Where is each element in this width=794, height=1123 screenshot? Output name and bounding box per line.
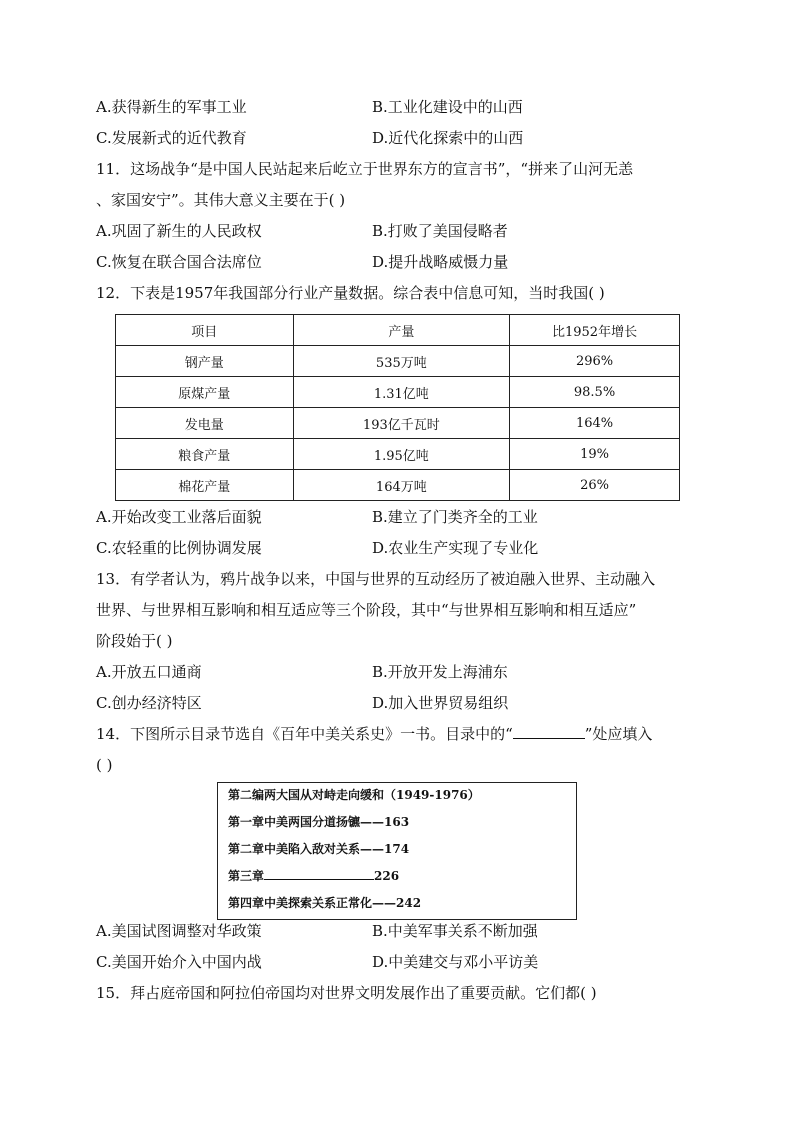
answer-blank: [513, 738, 585, 739]
table-of-contents-box: [217, 782, 577, 920]
q13-stem-line3: 阶段始于( ): [96, 632, 173, 650]
q14-stem-suffix: ”处应填入: [584, 725, 653, 743]
q12-stem: 12．下表是1957年我国部分行业产量数据。综合表中信息可知，当时我国( ): [96, 284, 605, 302]
table-cell: 粮食产量: [116, 439, 294, 470]
q15-stem: 15．拜占庭帝国和阿拉伯帝国均对世界文明发展作出了重要贡献。它们都( ): [96, 984, 597, 1002]
table-cell: 发电量: [116, 408, 294, 439]
table-cell: 原煤产量: [116, 377, 294, 408]
q11-option-a: A.巩固了新生的人民政权: [96, 222, 262, 240]
table-cell: 193亿千瓦时: [293, 408, 509, 439]
q11-option-c: C.恢复在联合国合法席位: [96, 253, 262, 271]
q13-stem-line2: 世界、与世界相互影响和相互适应等三个阶段，其中“与世界相互影响和相互适应”: [96, 601, 637, 619]
table-cell: 19%: [510, 439, 680, 470]
toc-chapter-1: 第一章中美两国分道扬镳——163: [228, 815, 410, 829]
toc-chapter-3-page: 226: [374, 869, 400, 883]
table-header-row: [116, 315, 680, 346]
q14-option-c: C.美国开始介入中国内战: [96, 953, 262, 971]
table-row: [116, 470, 680, 501]
q12-option-c: C.农轻重的比例协调发展: [96, 539, 262, 557]
q10-option-b: B.工业化建设中的山西: [372, 98, 523, 116]
table-cell: 296%: [510, 346, 680, 377]
q14-stem-line2: ( ): [96, 756, 113, 774]
toc-chapter-2: 第二章中美陷入敌对关系——174: [228, 842, 410, 856]
toc-chapter-4: 第四章中美探索关系正常化——242: [228, 896, 422, 910]
table-row: [116, 377, 680, 408]
toc-chapter-3-label: 第三章: [228, 869, 265, 883]
table-cell: 钢产量: [116, 346, 294, 377]
q14-option-b: B.中美军事关系不断加强: [372, 922, 538, 940]
q13-option-a: A.开放五口通商: [96, 663, 202, 681]
q14-option-d: D.中美建交与邓小平访美: [372, 953, 539, 971]
q13-stem-line1: 13．有学者认为，鸦片战争以来，中国与世界的互动经历了被迫融入世界、主动融入: [96, 570, 656, 588]
q10-option-a: A.获得新生的军事工业: [96, 98, 247, 116]
q12-option-a: A.开始改变工业落后面貌: [96, 508, 262, 526]
q12-option-b: B.建立了门类齐全的工业: [372, 508, 538, 526]
q10-option-d: D.近代化探索中的山西: [372, 129, 524, 147]
table-row: [116, 408, 680, 439]
table-cell: 1.95亿吨: [293, 439, 509, 470]
table-header-cell: 项目: [116, 315, 294, 346]
table-row: [116, 346, 680, 377]
toc-chapter-3: [228, 867, 399, 884]
table-cell: 1.31亿吨: [293, 377, 509, 408]
table-cell: 164%: [510, 408, 680, 439]
q11-stem-line1: 11．这场战争“是中国人民站起来后屹立于世界东方的宣言书”，“拼来了山河无恙: [96, 160, 634, 178]
q14-option-a: A.美国试图调整对华政策: [96, 922, 262, 940]
q11-option-d: D.提升战略威慑力量: [372, 253, 509, 271]
q13-option-b: B.开放开发上海浦东: [372, 663, 508, 681]
table-header-cell: 产量: [293, 315, 509, 346]
q14-stem-prefix: 14．下图所示目录节选自《百年中美关系史》一书。目录中的“: [96, 725, 513, 743]
table-cell: 535万吨: [293, 346, 509, 377]
q13-option-c: C.创办经济特区: [96, 694, 202, 712]
table-cell: 棉花产量: [116, 470, 294, 501]
table-cell: 164万吨: [293, 470, 509, 501]
table-cell: 26%: [510, 470, 680, 501]
q11-option-b: B.打败了美国侵略者: [372, 222, 508, 240]
q14-stem-line1: [96, 724, 652, 744]
toc-chapter-3-blank: [264, 879, 374, 880]
q10-option-c: C.发展新式的近代教育: [96, 129, 247, 147]
table-cell: 98.5%: [510, 377, 680, 408]
q13-option-d: D.加入世界贸易组织: [372, 694, 509, 712]
table-row: [116, 439, 680, 470]
production-table: [115, 314, 680, 501]
toc-part-title: 第二编两大国从对峙走向缓和（1949-1976）: [228, 788, 480, 802]
table-header-cell: 比1952年增长: [510, 315, 680, 346]
q12-option-d: D.农业生产实现了专业化: [372, 539, 539, 557]
q11-stem-line2: 、家国安宁”。其伟大意义主要在于( ): [96, 191, 346, 209]
